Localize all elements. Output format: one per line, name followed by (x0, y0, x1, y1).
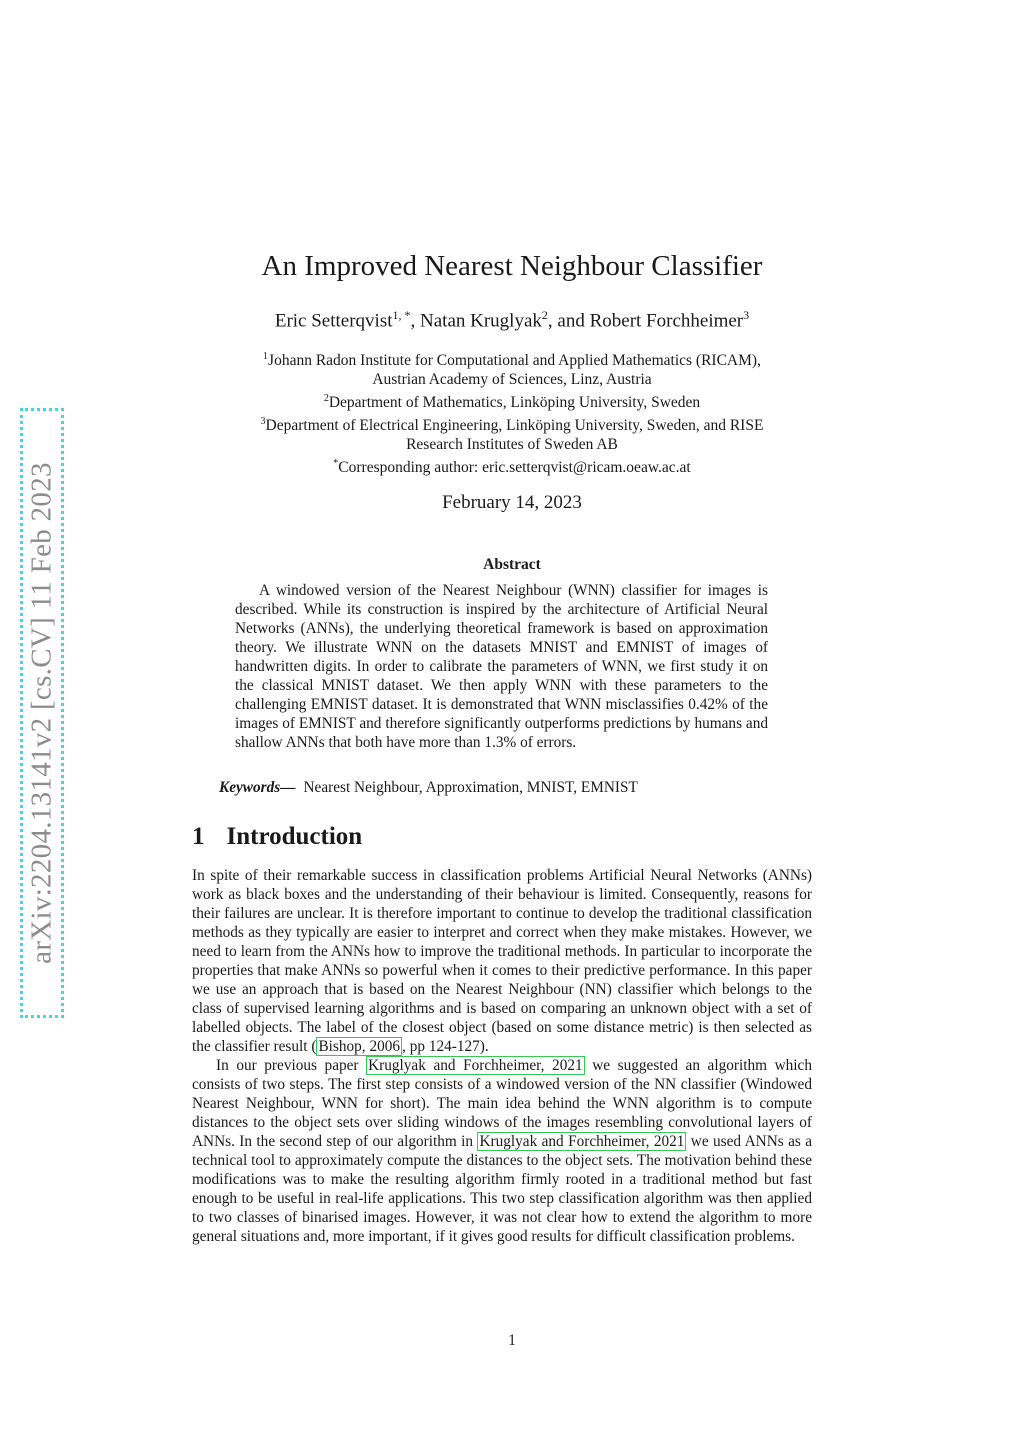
paper-title: An Improved Nearest Neighbour Classifier (261, 250, 763, 282)
affiliation-mark: * (333, 458, 339, 470)
publication-date: February 14, 2023 (442, 492, 582, 513)
author-marks: 1, * (392, 308, 411, 322)
author-name: Robert Forchheimer (589, 310, 744, 332)
paragraph-text: In spite of their remarkable success in classification problems Artificial Neural Networks (ANNs) work as black boxes and the understanding of their behaviour is limited. Consequently, reasons for their failures are unclear. It is therefore important to continue to develop the traditional classification methods as they typically are easier to interpret and correct when they make mistakes. However, we need to learn from the ANNs how to improve the traditional methods. In particular to incorporate the properties that make ANNs so powerful when it comes to their predictive performance. In this paper we use an approach that is based on the Nearest Neighbour (NN) classifier which belongs to the class of supervised learning algorithms and is based on comparing an unknown object with a set of labelled objects. The label of the closest object (based on some distance metric) is then selected as the classifier result ( (192, 867, 812, 1055)
author-name: Natan Kruglyak (420, 310, 542, 332)
paragraph-text: , pp 124-127). (402, 1038, 489, 1055)
section-title: Introduction (226, 823, 363, 850)
affiliation-1-cont: Austrian Academy of Sciences, Linz, Austria (372, 371, 652, 389)
affiliation-mark: 2 (323, 393, 329, 405)
page-number: 1 (508, 1332, 516, 1349)
author-list (0, 308, 1024, 332)
paragraph-text: we used ANNs as a technical tool to approximately compute the distances to the object sets. The motivation behind these modifications was to make the resulting algorithm firmly rooted in a traditional method but fast enough to be useful in real-life applications. This two step classification algorithm was then applied to two classes of binarised images. However, it was not clear how to extend the algorithm to more general situations and, more important, if it gives good results for difficult classification problems. (192, 1133, 812, 1245)
paragraph (192, 1056, 812, 1246)
author-marks: 2 (541, 308, 548, 322)
affiliation-text: Department of Mathematics, Linköping University, Sweden (328, 394, 701, 412)
affiliation-1 (200, 347, 824, 370)
affiliation-text: Johann Radon Institute for Computational and Applied Mathematics (RICAM), (268, 352, 761, 370)
citation-link[interactable]: Bishop, 2006 (318, 1038, 401, 1055)
affiliation-mark: 1 (263, 351, 269, 362)
abstract-text: A windowed version of the Nearest Neighbour (WNN) classifier for images is described. While its construction is inspired by the architecture of Artificial Neural Networks (ANNs), the underlying theoretical framework is based on approximation theory. We illustrate WNN on the datasets MNIST and EMNIST of images of handwritten digits. In order to calibrate the parameters of WNN, we first study it on the classical MNIST dataset. We then apply WNN with these parameters to the challenging EMNIST dataset. It is demonstrated that WNN misclassifies 0.42% of the images of EMNIST and therefore significantly outperforms predictions by humans and shallow ANNs that both have more than 1.3% of errors. (235, 582, 768, 751)
author-separator: , and (547, 310, 590, 332)
paragraph (192, 866, 812, 1056)
paragraph-text: In our previous paper (216, 1057, 367, 1074)
paragraph-text: we suggested an algorithm which consists of two steps. The first step consists of a windowed version of the NN classifier (Windowed Nearest Neighbour, WNN for short). The main idea behind the WNN algorithm is to compute distances to the object sets over sliding windows of the images resembling convolutional layers of ANNs. In the second step of our algorithm in (192, 1057, 812, 1150)
affiliation-mark: 3 (260, 416, 266, 428)
arxiv-stamp-text: arXiv:2204.13141v2 [cs.CV] 11 Feb 2023 (25, 462, 58, 964)
author-name: Eric Setterqvist (274, 310, 393, 332)
citation-link[interactable]: Kruglyak and Forchheimer, 2021 (368, 1057, 583, 1074)
keywords-label: Keywords— (219, 779, 296, 796)
abstract-heading: Abstract (483, 556, 541, 573)
section-heading (192, 823, 362, 851)
corresponding-author-text[interactable]: Corresponding author: eric.setterqvist@ricam.oeaw.ac.at (338, 459, 691, 477)
introduction-body (192, 866, 812, 1246)
keywords-text: Nearest Neighbour, Approximation, MNIST, EMNIST (303, 779, 638, 796)
citation-link[interactable]: Kruglyak and Forchheimer, 2021 (479, 1133, 685, 1150)
author-separator: , (410, 310, 421, 332)
affiliation-text: Department of Electrical Engineering, Linköping University, Sweden, and RISE (265, 417, 764, 435)
section-number: 1 (192, 823, 205, 850)
affiliations (200, 347, 824, 478)
keywords (219, 779, 819, 797)
affiliation-2 (200, 389, 824, 412)
author-marks: 3 (743, 308, 750, 322)
affiliation-3-cont: Research Institutes of Sweden AB (406, 436, 618, 454)
corresponding-author (200, 454, 824, 477)
affiliation-3 (200, 412, 824, 435)
